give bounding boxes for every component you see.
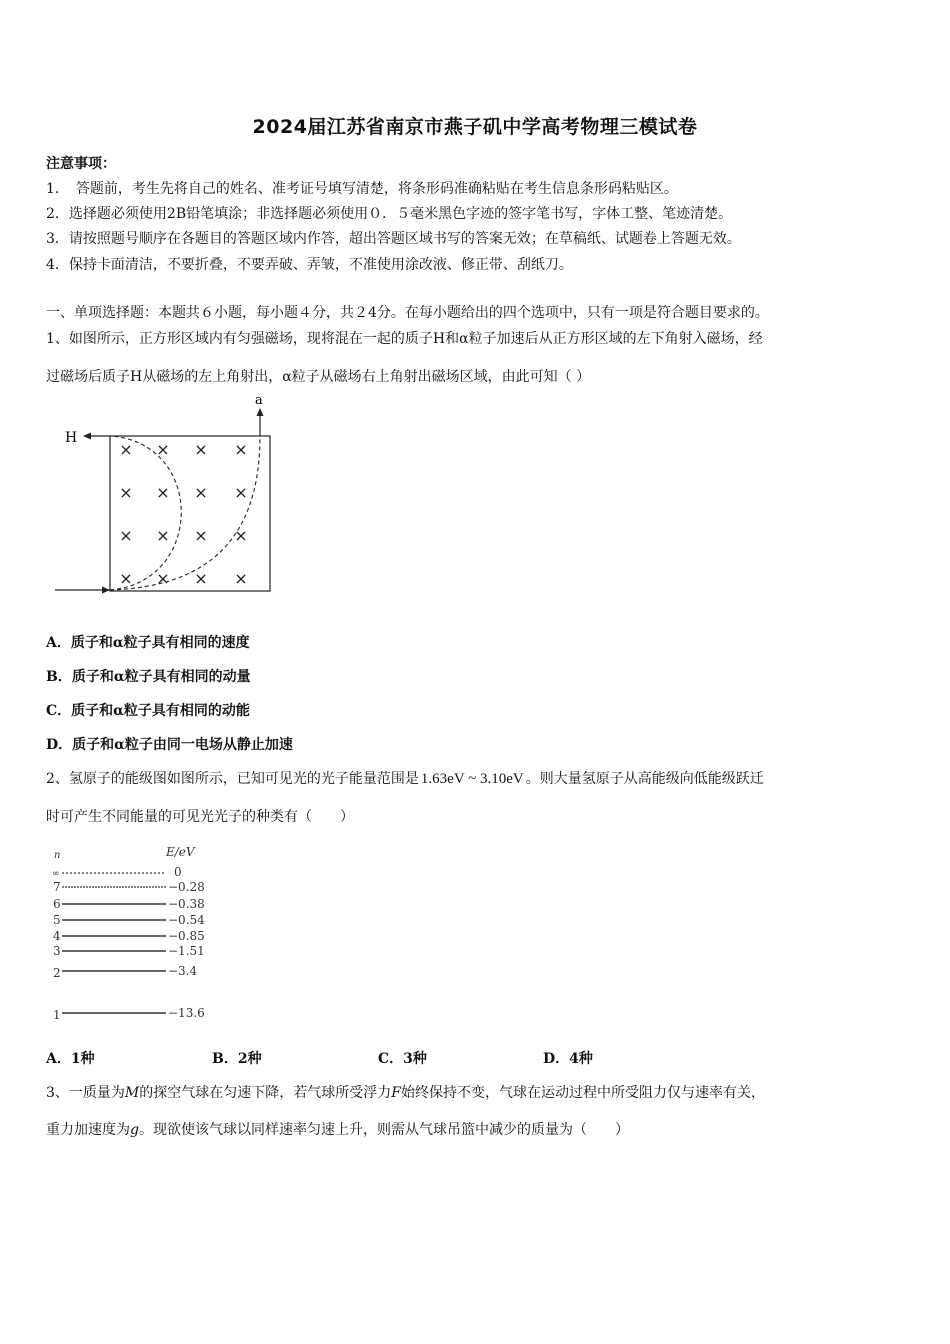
field-cross: × xyxy=(156,526,170,545)
field-cross: × xyxy=(194,440,208,459)
q3-text-line2 xyxy=(46,1119,629,1139)
level-n: 3 xyxy=(53,944,61,958)
q2-option-a: A．1种 xyxy=(46,1051,95,1067)
q1-option-a: A．质子和α粒子具有相同的速度 xyxy=(46,635,250,651)
q3-text-c: 始终保持不变，气球在运动过程中所受阻力仅与速率有关， xyxy=(400,1085,765,1101)
level-energy: −1.51 xyxy=(168,944,205,958)
notice-item: 2．选择题必须使用2B铅笔填涂；非选择题必须使用０．５毫米黑色字迹的签字笔书写，字体工整、笔迹清楚。 xyxy=(46,206,733,222)
q3-text-a: 3、一质量为 xyxy=(46,1085,125,1101)
level-n: 4 xyxy=(53,929,61,943)
q1-option-d: D．质子和α粒子由同一电场从静止加速 xyxy=(46,737,293,753)
field-cross: × xyxy=(234,483,248,502)
arrow-head xyxy=(83,433,91,440)
field-cross: × xyxy=(119,440,133,459)
field-cross: × xyxy=(194,483,208,502)
var-mass: M xyxy=(124,1085,140,1101)
field-cross: × xyxy=(119,483,133,502)
q1-option-b: B．质子和α粒子具有相同的动量 xyxy=(46,669,251,685)
q2-option-c: C．3种 xyxy=(378,1051,427,1067)
level-energy: −13.6 xyxy=(168,1006,205,1020)
page-title: 2024届江苏省南京市燕子矶中学高考物理三模试卷 xyxy=(252,116,698,138)
field-region xyxy=(110,436,270,591)
notice-item: 3．请按照题号顺序在各题目的答题区域内作答，超出答题区域书写的答案无效；在草稿纸、试题卷上答题无效。 xyxy=(46,231,741,247)
q2-text-line1 xyxy=(46,768,764,788)
field-cross: × xyxy=(194,569,208,588)
arrow-head xyxy=(257,408,264,416)
field-cross: × xyxy=(119,569,133,588)
label-h: H xyxy=(65,430,78,446)
field-cross: × xyxy=(194,526,208,545)
level-energy: −0.38 xyxy=(168,897,205,911)
level-energy: 0 xyxy=(174,865,182,879)
energy-level-diagram xyxy=(48,842,218,1027)
energy-axis-label: E/eV xyxy=(166,845,195,859)
q2-option-b: B．2种 xyxy=(212,1051,262,1067)
level-energy: −0.85 xyxy=(168,929,205,943)
q3-text-d: 重力加速度为 xyxy=(46,1122,130,1138)
notice-heading: 注意事项： xyxy=(46,156,116,172)
field-cross: × xyxy=(234,526,248,545)
section-heading: 一、单项选择题：本题共６小题，每小题４分，共２4分。在每小题给出的四个选项中，只有一项是符合题目要求的。 xyxy=(46,305,769,321)
q2-text-b: 。则大量氢原子从高能级向低能级跃迁 xyxy=(525,771,764,787)
level-n: 7 xyxy=(53,880,61,894)
label-a: a xyxy=(255,393,263,408)
var-gravity: g xyxy=(130,1122,139,1138)
alpha-trajectory xyxy=(110,436,260,590)
field-cross: × xyxy=(156,569,170,588)
arrow-head xyxy=(102,587,110,594)
level-energy: −0.28 xyxy=(168,880,205,894)
q2-option-d: D．4种 xyxy=(543,1051,593,1067)
level-energy: −3.4 xyxy=(168,964,198,978)
q3-text-e: 。现欲使该气球以同样速率匀速上升，则需从气球吊篮中减少的质量为（ ） xyxy=(138,1122,629,1138)
level-n: ∞ xyxy=(52,869,60,879)
visible-range: 1.63eV ~ 3.10eV xyxy=(420,771,524,787)
q2-text-line2: 时可产生不同能量的可见光光子的种类有（ ） xyxy=(46,809,354,825)
field-cross: × xyxy=(119,526,133,545)
field-cross: × xyxy=(234,569,248,588)
q1-text-line1: 1、如图所示，正方形区域内有匀强磁场，现将混在一起的质子H和α粒子加速后从正方形区域的左下角射入磁场，经 xyxy=(46,331,763,347)
level-n: 5 xyxy=(53,913,61,927)
q1-option-c: C．质子和α粒子具有相同的动能 xyxy=(46,703,250,719)
level-n: 1 xyxy=(53,1008,61,1022)
q1-text-line2: 过磁场后质子H从磁场的左上角射出，α粒子从磁场右上角射出磁场区域，由此可知（ ） xyxy=(46,369,591,385)
magnetic-field-figure xyxy=(55,392,285,602)
field-cross: × xyxy=(156,440,170,459)
level-n: 2 xyxy=(53,966,61,980)
notice-item: 1． 答题前，考生先将自己的姓名、准考证号填写清楚，将条形码准确粘贴在考生信息条形码粘贴区。 xyxy=(46,181,678,197)
field-cross: × xyxy=(234,440,248,459)
q3-text-b: 的探空气球在匀速下降，若气球所受浮力 xyxy=(139,1085,392,1101)
level-energy: −0.54 xyxy=(168,913,205,927)
notice-item: 4．保持卡面清洁，不要折叠，不要弄破、弄皱，不准使用涂改液、修正带、刮纸刀。 xyxy=(46,257,573,273)
q3-text-line1 xyxy=(46,1082,765,1102)
q2-text-a: 2、氢原子的能级图如图所示，已知可见光的光子能量范围是 xyxy=(46,771,419,787)
field-cross: × xyxy=(156,483,170,502)
var-buoyancy: F xyxy=(391,1085,401,1101)
proton-trajectory xyxy=(110,436,181,590)
level-n: 6 xyxy=(53,897,61,911)
n-axis-label: n xyxy=(54,850,61,861)
